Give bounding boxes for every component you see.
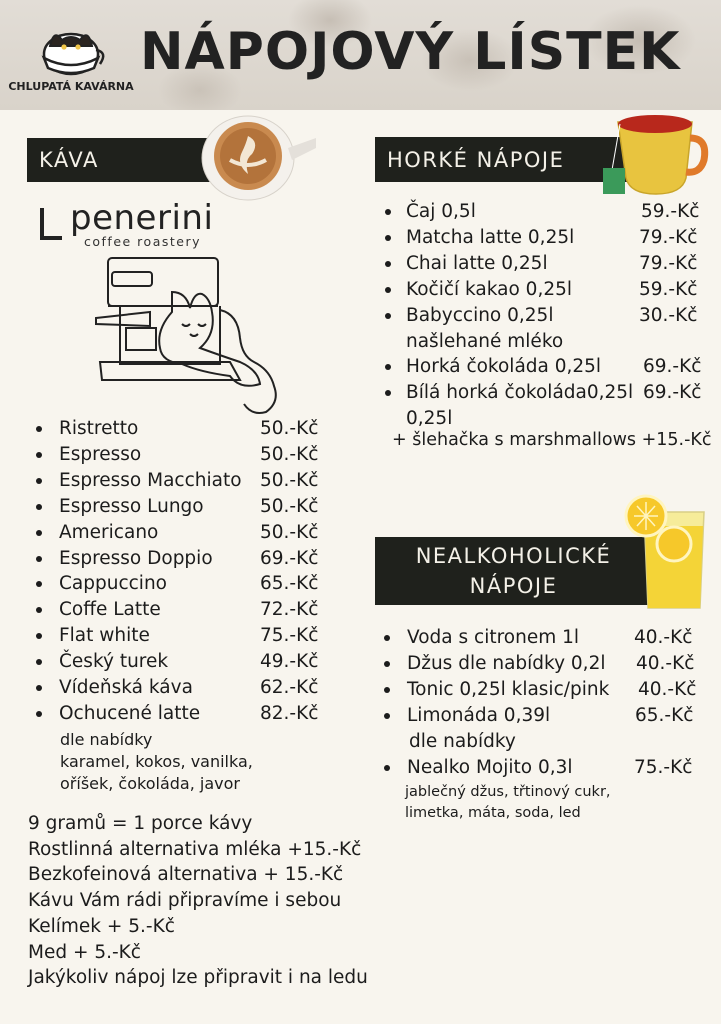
menu-item <box>384 677 704 703</box>
item-price: 49.-Kč <box>260 651 319 673</box>
item-note: našlehané mléko <box>406 330 564 352</box>
item-name: Horká čokoláda 0,25l <box>406 356 602 378</box>
note-line: Bezkofeinová alternativa + 15.-Kč <box>28 864 344 886</box>
menu-item <box>385 251 715 277</box>
item-price: 75.-Kč <box>634 756 693 778</box>
item-name: Espresso Doppio <box>59 547 213 569</box>
section-title-soft-drinks-line2: NÁPOJE <box>469 574 558 598</box>
note-line: Jakýkoliv nápoj lze připravit i na ledu <box>28 967 368 989</box>
item-name: Matcha latte 0,25l <box>406 226 575 248</box>
item-note: 0,25l <box>406 408 453 430</box>
item-name: Bílá horká čokoláda0,25l <box>406 382 634 404</box>
item-note: dle nabídky <box>409 730 516 752</box>
section-title-coffee: KÁVA <box>39 148 99 172</box>
lemonade-glass-icon <box>624 492 712 614</box>
menu-item <box>384 703 704 755</box>
item-name: Espresso Macchiato <box>59 469 242 491</box>
menu-item <box>385 303 715 355</box>
item-price: 79.-Kč <box>639 252 698 274</box>
item-note: jablečný džus, třtinový cukr, <box>405 784 611 801</box>
item-price: 65.-Kč <box>635 704 694 726</box>
item-price: 72.-Kč <box>260 599 319 621</box>
item-name: Limonáda 0,39l <box>407 704 551 726</box>
coffee-menu-list <box>36 416 336 795</box>
item-name: Ochucené latte <box>59 702 201 724</box>
item-name: Espresso Lungo <box>59 495 204 517</box>
general-notes <box>28 811 368 991</box>
latte-cup-icon <box>200 108 320 203</box>
penerini-logo-icon <box>38 206 64 244</box>
brand-name: penerini <box>70 198 214 238</box>
menu-item <box>36 442 336 468</box>
item-name: Flat white <box>59 625 150 647</box>
item-price: 40.-Kč <box>638 678 697 700</box>
menu-item <box>36 597 336 623</box>
item-price: 62.-Kč <box>260 677 319 699</box>
item-price: 50.-Kč <box>260 521 319 543</box>
item-price: 65.-Kč <box>260 573 319 595</box>
menu-item <box>36 546 336 572</box>
menu-item <box>36 675 336 701</box>
item-name: Čaj 0,5l <box>406 201 476 222</box>
item-price: 50.-Kč <box>260 469 319 491</box>
item-price: 69.-Kč <box>643 356 702 378</box>
item-note: oříšek, čokoláda, javor <box>60 773 240 793</box>
note-line: Rostlinná alternativa mléka +15.-Kč <box>28 838 362 860</box>
menu-item <box>385 380 715 432</box>
hot-drinks-extra: + šlehačka s marshmallows +15.-Kč <box>392 430 712 450</box>
item-price: 40.-Kč <box>636 652 695 674</box>
menu-item <box>385 225 715 251</box>
item-note: dle nabídky <box>60 729 153 749</box>
hot-drinks-list <box>385 199 715 432</box>
logo-text: CHLUPATÁ KAVÁRNA <box>8 80 134 93</box>
menu-item <box>385 354 715 380</box>
item-price: 50.-Kč <box>260 495 319 517</box>
item-price: 75.-Kč <box>260 625 319 647</box>
header-banner <box>0 0 721 110</box>
item-name: Ristretto <box>59 418 139 439</box>
item-name: Vídeňská káva <box>59 677 193 699</box>
item-price: 40.-Kč <box>634 627 693 648</box>
section-title-soft-drinks-line1: NEALKOHOLICKÉ <box>415 544 612 568</box>
menu-item <box>384 651 704 677</box>
item-price: 79.-Kč <box>639 226 698 248</box>
menu-item <box>385 277 715 303</box>
item-note: limetka, máta, soda, led <box>405 805 581 822</box>
item-price: 59.-Kč <box>639 278 698 300</box>
menu-item <box>36 416 336 442</box>
item-name: Coffe Latte <box>59 599 161 621</box>
menu-item <box>36 468 336 494</box>
cafe-logo-icon <box>8 14 134 98</box>
item-name: Chai latte 0,25l <box>406 252 548 274</box>
item-name: Cappuccino <box>59 573 167 595</box>
section-header-soft-drinks <box>375 537 652 605</box>
item-name: Džus dle nabídky 0,2l <box>407 652 606 674</box>
menu-item <box>384 625 704 651</box>
menu-item <box>36 494 336 520</box>
section-header-hot-drinks <box>375 137 630 182</box>
menu-item <box>385 199 715 225</box>
item-price: 69.-Kč <box>643 382 702 404</box>
soft-drinks-list <box>384 625 704 824</box>
item-name: Babyccino 0,25l <box>406 304 554 326</box>
note-line: Kelímek + 5.-Kč <box>28 915 175 937</box>
menu-item <box>36 623 336 649</box>
item-name: Nealko Mojito 0,3l <box>407 756 573 778</box>
item-price: 82.-Kč <box>260 702 319 724</box>
page-title: NÁPOJOVÝ LÍSTEK <box>140 22 681 82</box>
item-price: 30.-Kč <box>639 304 698 326</box>
item-name: Americano <box>59 521 159 543</box>
menu-item <box>36 701 336 795</box>
menu-item <box>384 755 704 825</box>
tea-cup-icon <box>600 108 712 200</box>
section-title-hot-drinks: HORKÉ NÁPOJE <box>387 147 565 172</box>
item-name: Kočičí kakao 0,25l <box>406 278 573 300</box>
item-name: Tonic 0,25l klasic/pink <box>407 678 610 700</box>
menu-item <box>36 649 336 675</box>
brand-subtitle: coffee roastery <box>84 234 201 249</box>
item-price: 59.-Kč <box>641 201 700 222</box>
note-line: Kávu Vám rádi připravíme i sebou <box>28 890 342 912</box>
menu-item <box>36 520 336 546</box>
note-line: Med + 5.-Kč <box>28 941 141 963</box>
item-name: Voda s citronem 1l <box>407 627 580 648</box>
item-price: 50.-Kč <box>260 418 319 439</box>
note-line: 9 gramů = 1 porce kávy <box>28 813 253 834</box>
menu-item <box>36 571 336 597</box>
item-price: 69.-Kč <box>260 547 319 569</box>
item-price: 50.-Kč <box>260 443 319 465</box>
item-name: Český turek <box>59 651 169 673</box>
item-name: Espresso <box>59 443 142 465</box>
item-note: karamel, kokos, vanilka, <box>60 751 253 771</box>
espresso-machine-cat-illustration <box>90 252 290 420</box>
